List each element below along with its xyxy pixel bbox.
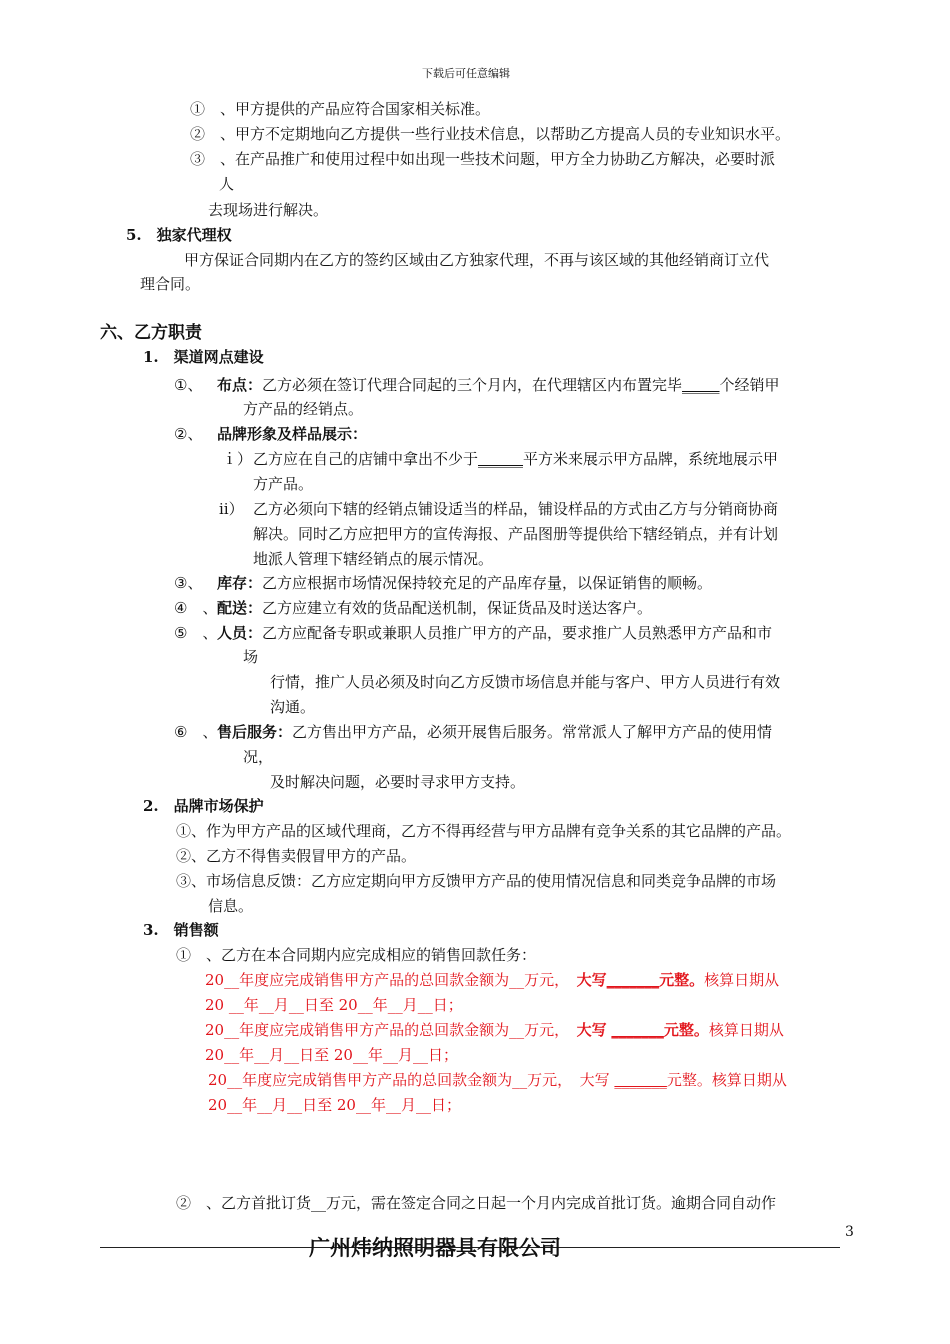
target-amount: 20__年度应完成销售甲方产品的总回款金额为__万元， bbox=[205, 971, 562, 989]
list-item: ③、市场信息反馈：乙方应定期向甲方反馈甲方产品的使用情况信息和同类竞争品牌的市场 bbox=[176, 872, 777, 890]
period-label: 核算日期从 bbox=[708, 1021, 784, 1039]
paragraph: 甲方保证合同期内在乙方的签约区域由乙方独家代理，不再与该区域的其他经销商订立代 bbox=[184, 251, 770, 269]
subsection-heading: 1. 渠道网点建设 bbox=[143, 348, 264, 366]
subsection-heading: 2. 品牌市场保护 bbox=[143, 797, 264, 815]
item-number: ④ 、 bbox=[174, 599, 218, 617]
section-title: 六、乙方职责 bbox=[100, 323, 202, 343]
sales-target-date: 20 __年__月__日至 20__年__月__日； bbox=[205, 996, 463, 1014]
target-amount: 20__年度应完成销售甲方产品的总回款金额为__万元， bbox=[208, 1071, 565, 1089]
list-item: ② 、乙方首批订货__万元，需在签定合同之日起一个月内完成首批订货。逾期合同自动作 bbox=[176, 1194, 777, 1212]
yuan-label: 元整。 bbox=[659, 971, 705, 989]
item-text: 乙方应配备专职或兼职人员推广甲方的产品，要求推广人员熟悉甲方产品和市 bbox=[262, 624, 773, 642]
list-item bbox=[217, 598, 652, 618]
list-item: ①、作为甲方产品的区域代理商，乙方不得再经营与甲方品牌有竞争关系的其它品牌的产品。 bbox=[176, 822, 792, 840]
list-item-wrap: 场 bbox=[243, 648, 259, 666]
yuan-label: 元整。 bbox=[663, 1021, 709, 1039]
blank: ______ bbox=[478, 450, 524, 468]
item-label: 配送： bbox=[217, 599, 263, 617]
paragraph: 理合同。 bbox=[140, 275, 201, 293]
list-item: ① 、甲方提供的产品应符合国家相关标准。 bbox=[190, 100, 491, 118]
section-heading: 5. 独家代理权 bbox=[126, 226, 232, 244]
list-item-wrap: 人 bbox=[219, 175, 235, 193]
list-item-cont: 行情，推广人员必须及时向乙方反馈市场信息并能与客户、甲方人员进行有效 bbox=[270, 673, 781, 691]
list-item-cont: 沟通。 bbox=[270, 698, 316, 716]
list-item-cont: 解决。同时乙方应把甲方的宣传海报、产品图册等提供给下辖经销点，并有计划 bbox=[253, 525, 779, 543]
page-header: 下载后可任意编辑 bbox=[422, 67, 510, 80]
subsection-heading: 3. 销售额 bbox=[143, 921, 219, 939]
item-text: 乙方应根据市场情况保持较充足的产品库存量，以保证销售的顺畅。 bbox=[262, 574, 713, 592]
item-number: ②、 bbox=[174, 425, 203, 443]
item-text: 乙方必须在签订代理合同起的三个月内，在代理辖区内布置完毕 bbox=[262, 376, 683, 394]
page-number: 3 bbox=[845, 1224, 854, 1240]
company-name: 广州炜纳照明器具有限公司 bbox=[309, 1236, 561, 1260]
list-item-wrap: 况， bbox=[243, 748, 274, 766]
item-number: ⑥ 、 bbox=[174, 723, 218, 741]
item-text: 乙方应在自己的店铺中拿出不少于 bbox=[253, 450, 479, 468]
sales-target-line bbox=[205, 1020, 784, 1040]
blank: _______ bbox=[606, 971, 660, 989]
blank: _______ bbox=[611, 1021, 664, 1039]
list-item-cont: 地派人管理下辖经销点的展示情况。 bbox=[253, 550, 494, 568]
capital-label: 大写 bbox=[579, 1071, 610, 1089]
item-text: 乙方售出甲方产品，必须开展售后服务。常常派人了解甲方产品的使用情 bbox=[292, 723, 773, 741]
list-item bbox=[217, 722, 772, 742]
list-item: ① 、乙方在本合同期内应完成相应的销售回款任务： bbox=[176, 946, 537, 964]
list-item: 乙方必须向下辖的经销点铺设适当的样品，铺设样品的方式由乙方与分销商协商 bbox=[253, 500, 779, 518]
list-item-cont: 及时解决问题，必要时寻求甲方支持。 bbox=[270, 773, 526, 791]
capital-label: 大写 bbox=[576, 971, 607, 989]
item-number: ⅱ） bbox=[219, 500, 244, 518]
item-label: 售后服务： bbox=[217, 723, 293, 741]
item-text: 乙方应建立有效的货品配送机制，保证货品及时送达客户。 bbox=[262, 599, 653, 617]
list-item: ②、乙方不得售卖假冒甲方的产品。 bbox=[176, 847, 417, 865]
item-number: ⑤ 、 bbox=[174, 624, 218, 642]
sales-target-date: 20__年__月__日至 20__年__月__日； bbox=[205, 1046, 458, 1064]
list-item-cont: 信息。 bbox=[208, 897, 254, 915]
item-number: ③、 bbox=[174, 574, 203, 592]
sales-target-date: 20__年__月__日至 20__年__月__日； bbox=[208, 1096, 461, 1114]
list-item-cont: 去现场进行解决。 bbox=[208, 201, 329, 219]
yuan-label: 元整。 bbox=[666, 1071, 712, 1089]
period-label: 核算日期从 bbox=[704, 971, 780, 989]
item-label: 人员： bbox=[217, 624, 263, 642]
list-item-cont: 方产品。 bbox=[253, 475, 314, 493]
period-label: 核算日期从 bbox=[711, 1071, 787, 1089]
list-item bbox=[217, 375, 780, 395]
item-label: 布点： bbox=[217, 376, 263, 394]
list-item bbox=[217, 623, 772, 643]
sales-target-line bbox=[208, 1070, 787, 1090]
list-item bbox=[253, 449, 778, 469]
item-text: 平方米来展示甲方品牌，系统地展示甲 bbox=[523, 450, 779, 468]
capital-label: 大写 bbox=[576, 1021, 607, 1039]
blank: _______ bbox=[614, 1071, 667, 1089]
blank: _____ bbox=[682, 376, 720, 394]
list-item bbox=[217, 573, 712, 593]
list-item: ③ 、在产品推广和使用过程中如出现一些技术问题，甲方全力协助乙方解决，必要时派 bbox=[190, 150, 776, 168]
item-text: 个经销甲 bbox=[719, 376, 780, 394]
sales-target-line bbox=[205, 970, 779, 990]
item-number: ①、 bbox=[174, 376, 203, 394]
item-number: ｉ） bbox=[222, 450, 253, 468]
list-item-cont: 方产品的经销点。 bbox=[243, 400, 364, 418]
target-amount: 20__年度应完成销售甲方产品的总回款金额为__万元， bbox=[205, 1021, 562, 1039]
list-item: ② 、甲方不定期地向乙方提供一些行业技术信息，以帮助乙方提高人员的专业知识水平。 bbox=[190, 125, 791, 143]
item-label: 品牌形象及样品展示： bbox=[217, 425, 368, 443]
item-label: 库存： bbox=[217, 574, 263, 592]
